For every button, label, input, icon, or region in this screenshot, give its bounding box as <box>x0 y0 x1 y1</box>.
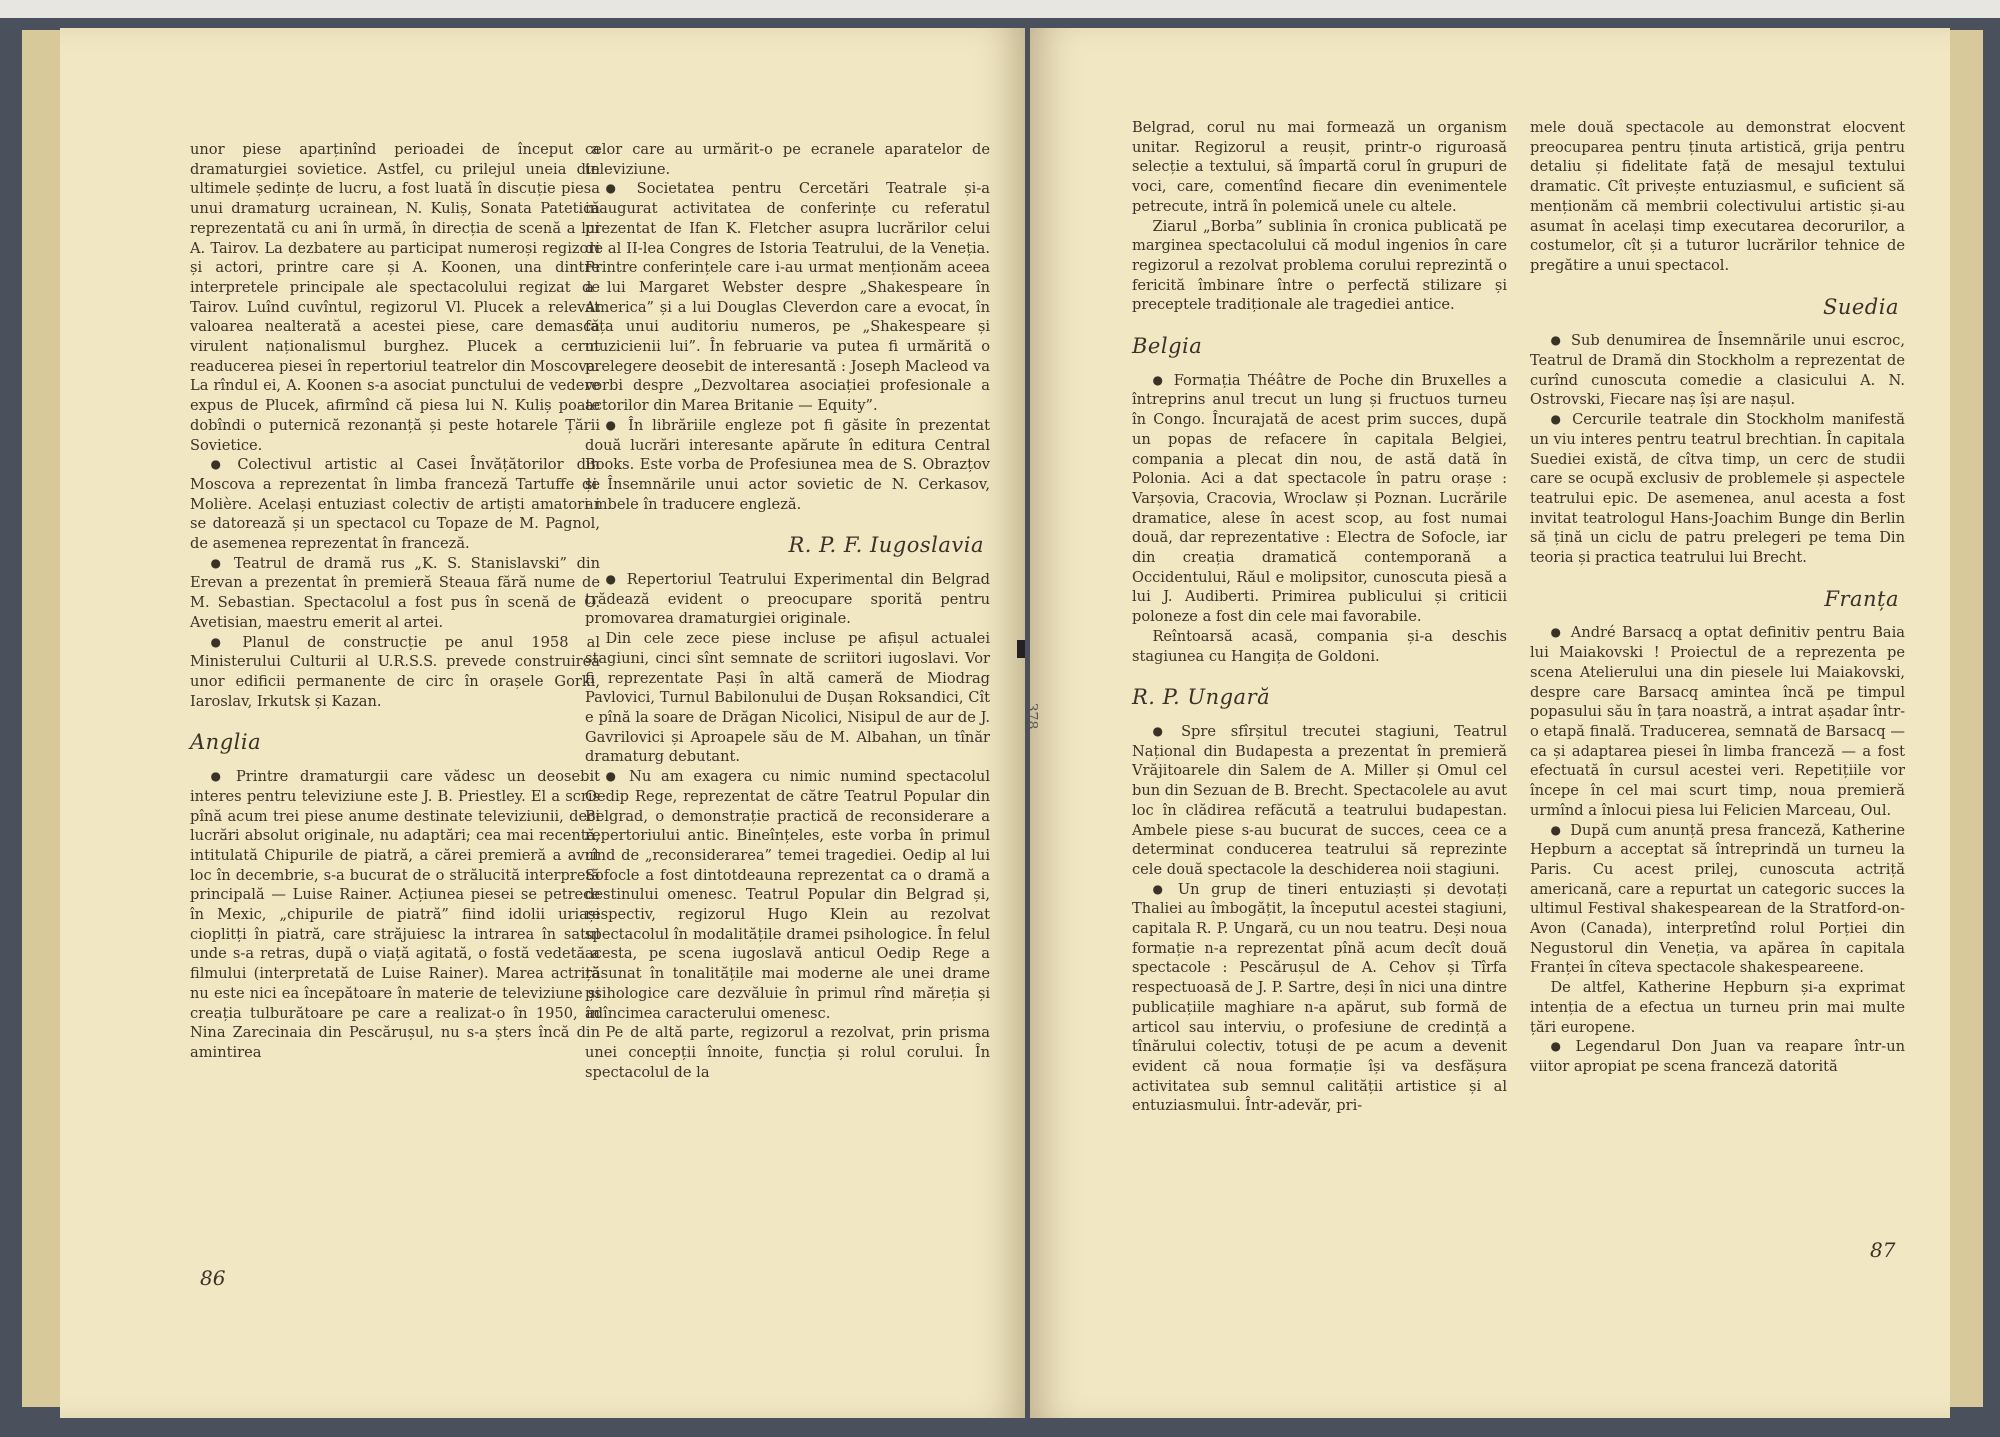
paragraph: ● Sub denumirea de Însemnările unui escroc, Teatrul de Dramă din Stockholm a reprezentat de curînd cunoscuta comedie a clasicului A. N. Ostrovski, Fiecare naș își are nașul. <box>1530 331 1905 410</box>
section-heading-ungara: R. P. Ungară <box>1132 685 1271 710</box>
paragraph: Din cele zece piese incluse pe afișul actualei stagiuni, cinci sînt semnate de scriitori iugoslavi. Vor fi reprezentate Pași în altă cameră de Miodrag Pavlovici, Turnul Babilonului de Dușan Roksandici, Cît e pînă la soare de Drăgan Nicolici, Nisipul de aur de J. Gavrilovici și Aproapele său de M. Albahan, un tînăr dramaturg debutant. <box>585 630 990 766</box>
paragraph: De altfel, Katherine Hepburn și-a exprimat intenția de a efectua un turneu prin mai multe țări europene. <box>1530 979 1905 1036</box>
paragraph: ● Spre sfîrșitul trecutei stagiuni, Teatrul Național din Budapesta a prezentat în premieră Vrăjitoarele din Salem de A. Miller și Omul cel bun din Sezuan de B. Brecht. Spectacolele au avut loc în clădirea refăcută a teatrului budapestan. Ambele piese s-au bucurat de succes, ceea ce a determinat conducerea teatrului să reprezinte cele două spectacole la deschiderea noii stagiuni. <box>1132 722 1507 880</box>
page-edges-right <box>1948 30 1983 1407</box>
paragraph: ● Nu am exagera cu nimic numind spectacolul Oedip Rege, reprezentat de către Teatrul Popular din Belgrad, o demonstrație practică de reconsiderare a repertoriului antic. Bineînțeles, este vorba în primul rînd de „reconsiderarea” temei tragediei. Oedip al lui Sofocle a fost dintotdeauna reprezentat ca o dramă a destinului omenesc. Teatrul Popular din Belgrad și, respectiv, regizorul Hugo Klein au rezolvat spectacolul în modalitățile dramei psihologice. În felul acesta, pe scena iugoslavă anticul Oedip Rege a răsunat în tonalitățile mai moderne ale unei drame psihologice care dezvăluie în primul rînd măreția și adîncimea caracterului omenesc. <box>585 767 990 1023</box>
paragraph: ● Formația Théâtre de Poche din Bruxelles a întreprins anul trecut un lung și fructuos turneu în Congo. Încurajată de acest prim succes, după un popas de refacere în capitala Belgiei, compania a plecat din nou, de astă dată în Polonia. Aci a dat spectacole în patru orașe : Varșovia, Cracovia, Wroclaw și Poznan. Lucrările dramatice, alese în acest scop, au fost numai două, dar reprezentative : Electra de Sofocle, iar din creația dramatică contemporană a Occidentului, Răul e molipsitor, cunoscuta piesă a lui J. Audiberti. Primirea publicului și criticii poloneze a fost din cele mai favorabile. <box>1132 371 1507 627</box>
right-page <box>1030 28 1950 1418</box>
paragraph: Belgrad, corul nu mai formează un organism unitar. Regizorul a reușit, printr-o riguroasă selecție a textului, să împartă corul în grupuri de voci, care, comentînd fiecare din evenimentele petrecute, intră în polemică unele cu altele. <box>1132 119 1507 215</box>
gutter-mark <box>1017 640 1025 658</box>
paragraph: Pe de altă parte, regizorul a rezolvat, prin prisma unei concepții înnoite, funcția și rolul corului. În spectacolul de la <box>585 1024 990 1081</box>
paragraph: celor care au urmărit-o pe ecranele aparatelor de televiziune. <box>585 141 990 178</box>
paragraph: unor piese aparținînd perioadei de început a dramaturgiei sovietice. Astfel, cu prilejul uneia din ultimele ședințe de lucru, a fost luată în discuție piesa unui dramaturg ucrainean, N. Kuliș, Sonata Patetică reprezentată cu ani în urmă, în direcția de scenă a lui A. Tairov. La dezbatere au participat numeroși regizori și actori, printre care și A. Koonen, una dintre interpretele principale ale spectacolului regizat de Tairov. Luînd cuvîntul, regizorul Vl. Plucek a relevat valoarea nealterată a acestei piese, care demască virulent naționalismul burghez. Plucek a cerut readucerea piesei în repertoriul teatrelor din Moscova. La rîndul ei, A. Koonen s-a asociat punctului de vedere expus de Plucek, afirmînd că piesa lui N. Kuliș poate dobîndi o puternică rezonanță și peste hotarele Țării Sovietice. <box>190 141 600 454</box>
paragraph: ● Cercurile teatrale din Stockholm manifestă un viu interes pentru teatrul brechtian. În capitala Suediei există, de cîtva timp, un cerc de studii care se ocupă exclusiv de problemele și aspectele teatrului epic. De asemenea, anul acesta a fost invitat teatrologul Hans-Joachim Bunge din Berlin să țină un ciclu de patru prelegeri pe tema Din teoria și practica teatrului lui Brecht. <box>1530 410 1905 568</box>
paragraph: mele două spectacole au demonstrat elocvent preocuparea pentru ținuta artistică, grija pentru detaliu și fidelitate față de mesajul textului dramatic. Cît privește entuziasmul, e suficient să menționăm că membrii colectivului artistic și-au asumat în același timp executarea decorurilor, a costumelor, cît și a tuturor lucrărilor tehnice de pregătire a unui spectacol. <box>1530 119 1905 274</box>
paragraph: ● Societatea pentru Cercetări Teatrale și-a inaugurat activitatea de conferințe cu referatul prezentat de Ifan K. Fletcher asupra lucrărilor celui de al II-lea Congres de Istoria Teatrului, de la Veneția. Printre conferințele care i-au urmat menționăm aceea a lui Margaret Webster despre „Shakespeare în America” și a lui Douglas Cleverdon care a evocat, în fața unui auditoriu numeros, pe „Shakespeare și muzicienii lui”. În februarie va putea fi urmărită o prelegere deosebit de interesantă : Joseph Macleod va vorbi despre „Dezvoltarea asociației profesionale a actorilor din Marea Britanie — Equity”. <box>585 179 990 415</box>
paragraph: ● Printre dramaturgii care vădesc un deosebit interes pentru televiziune este J. B. Priestley. El a scris pînă acum trei piese anume destinate televiziunii, deci lucrări absolut originale, nu adaptări; cea mai recentă, intitulată Chipurile de piatră, a cărei premieră a avut loc în decembrie, s-a bucurat de o strălucită interpretă principală — Luise Rainer. Acțiunea piesei se petrece în Mexic, „chipurile de piatră” fiind idolii uriași cioplitți în piatră, care străjuiesc la intrarea în satul unde s-a retras, după o viață agitată, o fostă vedetă a filmului (interpretată de Luise Rainer). Marea actriță nu este nici ea începătoare în materie de televiziune și creația tulburătoare pe care a realizat-o în 1950, în Nina Zarecinaia din Pescărușul, nu s-a șters încă din amintirea <box>190 767 600 1063</box>
paragraph: ● După cum anunță presa franceză, Katherine Hepburn a acceptat să întreprindă un turneu la Paris. Cu acest prilej, cunoscuta actriță americană, care a repurtat un categoric succes la ultimul Festival shakespearean de la Stratford-on-Avon (Canada), interpretînd rolul Porției din Negustorul din Veneția, va apărea în capitala Franței în cîteva spectacole shakespeareene. <box>1530 821 1905 979</box>
paragraph: Ziarul „Borba” sublinia în cronica publicată pe marginea spectacolului că modul ingenios în care regizorul a rezolvat problema corului reprezintă o fericită îmbinare între o perfectă stilizare și preceptele tradiționale ale tragediei antice. <box>1132 217 1507 314</box>
paragraph: ● Repertoriul Teatrului Experimental din Belgrad trădează evident o preocupare sporită pentru promovarea dramaturgiei originale. <box>585 570 990 629</box>
paragraph: ● În librăriile engleze pot fi găsite în prezentat două lucrări interesante apărute în editura Central Books. Este vorba de Profesiunea mea de S. Obrazțov și Însemnările unui actor sovietic de N. Cerkasov, ambele în traducere engleză. <box>585 416 990 515</box>
left-column-2 <box>585 140 990 1082</box>
section-heading-suedia: Suedia <box>1822 294 1899 319</box>
right-column-2 <box>1530 118 1905 1077</box>
page-number-right: 87 <box>1870 1238 1896 1262</box>
section-heading-franta: Franța <box>1824 586 1899 611</box>
page-edges-left <box>22 30 62 1407</box>
paragraph: ● Planul de construcție pe anul 1958 al Ministerului Culturii al U.R.S.S. prevede construirea unor edificii permanente de circ în orașele Gorki, Iaroslav, Irkutsk și Kazan. <box>190 633 600 712</box>
left-page <box>60 28 1025 1418</box>
paragraph: ● Teatrul de dramă rus „K. S. Stanislavski” din Erevan a prezentat în premieră Steaua fără nume de M. Sebastian. Spectacolul a fost pus în scenă de O. Avetisian, maestru emerit al artei. <box>190 554 600 633</box>
paragraph: Reîntoarsă acasă, compania și-a deschis stagiunea cu Hangița de Goldoni. <box>1132 627 1507 665</box>
left-column-1 <box>190 140 600 1063</box>
paragraph: ● Colectivul artistic al Casei Învățătorilor din Moscova a reprezentat în limba franceză Tartuffe de Molière. Același entuziast colectiv de artiști amatori i se datorează și un spectacol cu Topaze de M. Pagnol, de asemenea reprezentat în franceză. <box>190 455 600 554</box>
section-heading-anglia: Anglia <box>190 730 262 755</box>
page-number-left: 86 <box>200 1266 226 1290</box>
section-heading-belgia: Belgia <box>1132 334 1203 359</box>
section-heading-iugoslavia: R. P. F. Iugoslavia <box>788 533 984 558</box>
gutter-number: 378 <box>1023 702 1040 730</box>
right-column-1 <box>1132 118 1507 1116</box>
paragraph: ● Un grup de tineri entuziaști și devotați Thaliei au îmbogățit, la începutul acestei stagiuni, capitala R. P. Ungară, cu un nou teatru. Deși noua formație n-a reprezentat pînă acum decît două spectacole : Pescărușul de A. Cehov și Tîrfa respectuoasă de J. P. Sartre, deși în nici una dintre publicațiile maghiare n-a apărut, sub formă de articol sau interviu, o profesiune de credință a tînărului colectiv, totuși de pe acum a devenit evident că noua formație își va desfășura activitatea sub semnul calității artistice și al entuziasmului. Într-adevăr, pri- <box>1132 880 1507 1116</box>
paragraph: ● Legendarul Don Juan va reapare într-un viitor apropiat pe scena franceză datorită <box>1530 1037 1905 1076</box>
paragraph: ● André Barsacq a optat definitiv pentru Baia lui Maiakovski ! Proiectul de a reprezenta pe scena Atelierului una din piesele lui Maiakovski, despre care Barsacq amintea încă pe timpul popasului său în țara noastră, a intrat așadar într-o etapă finală. Traducerea, semnată de Barsacq — ca și adaptarea piesei în limba franceză — a fost efectuată în cursul acestei veri. Repetițiile vor începe în cel mai scurt timp, noua premieră urmînd a înlocui piesa lui Felicien Marceau, Oul. <box>1530 623 1905 820</box>
